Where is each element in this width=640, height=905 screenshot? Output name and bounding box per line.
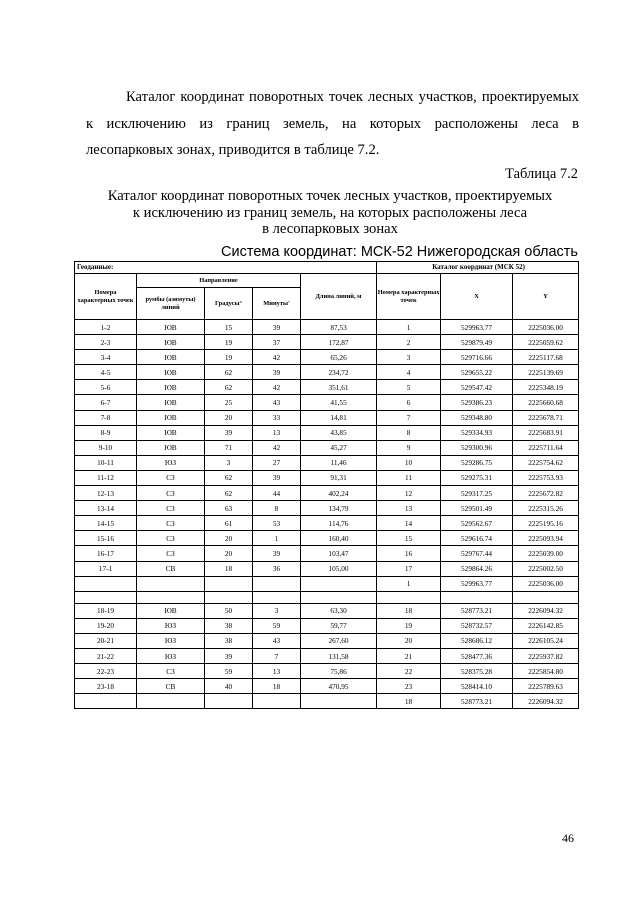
cell-y: 2226094.32 xyxy=(513,603,579,618)
cell-x: 529864.26 xyxy=(441,561,513,576)
cell-point: 6 xyxy=(377,395,441,410)
cell-length: 91,31 xyxy=(301,470,377,485)
table-row xyxy=(75,546,579,561)
cell-minutes: 59 xyxy=(253,618,301,633)
cell-segment: 4-5 xyxy=(75,365,137,380)
cell-y xyxy=(513,591,579,603)
cell-minutes: 39 xyxy=(253,365,301,380)
cell-length: 65,26 xyxy=(301,350,377,365)
cell-y: 2225315.26 xyxy=(513,501,579,516)
cell-x: 529879.49 xyxy=(441,335,513,350)
cell-rumb: СЗ xyxy=(137,516,205,531)
cell-y: 2225678.71 xyxy=(513,410,579,425)
table-row xyxy=(75,380,579,395)
cell-x: 529348.80 xyxy=(441,410,513,425)
header-length: Длина линий, м xyxy=(301,274,377,320)
cell-rumb: ЮВ xyxy=(137,365,205,380)
cell-segment: 15-16 xyxy=(75,531,137,546)
cell-rumb: ЮВ xyxy=(137,410,205,425)
cell-segment: 1-2 xyxy=(75,320,137,335)
cell-minutes: 33 xyxy=(253,410,301,425)
table-body xyxy=(75,320,579,709)
cell-rumb: ЮВ xyxy=(137,603,205,618)
cell-degrees: 59 xyxy=(205,664,253,679)
cell-x: 529767.44 xyxy=(441,546,513,561)
cell-segment: 6-7 xyxy=(75,395,137,410)
table-row xyxy=(75,395,579,410)
cell-length: 351,61 xyxy=(301,380,377,395)
coordinates-table xyxy=(74,261,579,709)
cell-length: 172,87 xyxy=(301,335,377,350)
cell-minutes: 43 xyxy=(253,395,301,410)
cell-x: 529317.25 xyxy=(441,486,513,501)
cell-x: 529963.77 xyxy=(441,320,513,335)
cell-rumb xyxy=(137,591,205,603)
cell-point: 1 xyxy=(377,576,441,591)
cell-point: 16 xyxy=(377,546,441,561)
cell-y: 2226142.85 xyxy=(513,618,579,633)
table-row xyxy=(75,664,579,679)
table-title-line-2: к исключению из границ земель, на которых расположены леса xyxy=(132,204,528,221)
cell-point: 17 xyxy=(377,561,441,576)
cell-length: 114,76 xyxy=(301,516,377,531)
cell-length xyxy=(301,591,377,603)
cell-point: 22 xyxy=(377,664,441,679)
cell-minutes xyxy=(253,694,301,709)
cell-segment: 21-22 xyxy=(75,648,137,663)
cell-minutes: 53 xyxy=(253,516,301,531)
table-row xyxy=(75,365,579,380)
cell-point: 7 xyxy=(377,410,441,425)
cell-minutes: 8 xyxy=(253,501,301,516)
cell-length: 160,40 xyxy=(301,531,377,546)
cell-rumb xyxy=(137,694,205,709)
cell-y: 2225059.62 xyxy=(513,335,579,350)
cell-degrees: 15 xyxy=(205,320,253,335)
cell-degrees: 25 xyxy=(205,395,253,410)
table-row xyxy=(75,350,579,365)
header-direction: Направление xyxy=(137,274,301,288)
header-y: Y xyxy=(513,274,579,320)
table-row xyxy=(75,516,579,531)
cell-degrees: 71 xyxy=(205,440,253,455)
cell-point: 18 xyxy=(377,694,441,709)
cell-degrees: 19 xyxy=(205,335,253,350)
table-row xyxy=(75,648,579,663)
table-row xyxy=(75,501,579,516)
cell-segment: 19-20 xyxy=(75,618,137,633)
cell-degrees: 20 xyxy=(205,410,253,425)
header-x: X xyxy=(441,274,513,320)
cell-y: 2225093.94 xyxy=(513,531,579,546)
cell-x: 529963.77 xyxy=(441,576,513,591)
cell-rumb: СЗ xyxy=(137,501,205,516)
cell-degrees: 62 xyxy=(205,380,253,395)
cell-y: 2225036.00 xyxy=(513,320,579,335)
cell-x: 528773.21 xyxy=(441,603,513,618)
cell-rumb: ЮВ xyxy=(137,320,205,335)
cell-minutes: 42 xyxy=(253,440,301,455)
coordinate-system-label: Система координат: МСК-52 Нижегородская область xyxy=(221,244,578,260)
cell-x: 528732.57 xyxy=(441,618,513,633)
cell-rumb: СВ xyxy=(137,679,205,694)
cell-length: 75,86 xyxy=(301,664,377,679)
cell-point: 14 xyxy=(377,516,441,531)
cell-y: 2225002.50 xyxy=(513,561,579,576)
cell-segment: 7-8 xyxy=(75,410,137,425)
cell-minutes: 39 xyxy=(253,546,301,561)
table-row xyxy=(75,561,579,576)
cell-segment: 3-4 xyxy=(75,350,137,365)
cell-y: 2225753.93 xyxy=(513,470,579,485)
cell-degrees: 50 xyxy=(205,603,253,618)
cell-rumb: ЮВ xyxy=(137,335,205,350)
cell-segment: 13-14 xyxy=(75,501,137,516)
cell-length: 59,77 xyxy=(301,618,377,633)
cell-degrees: 62 xyxy=(205,365,253,380)
cell-segment: 20-21 xyxy=(75,633,137,648)
cell-segment xyxy=(75,694,137,709)
cell-degrees: 40 xyxy=(205,679,253,694)
cell-x: 529386.23 xyxy=(441,395,513,410)
header-degrees: Градусы° xyxy=(205,288,253,320)
table-number: Таблица 7.2 xyxy=(505,166,578,182)
cell-x: 529562.67 xyxy=(441,516,513,531)
table-row xyxy=(75,410,579,425)
cell-length: 11,46 xyxy=(301,455,377,470)
cell-y: 2225348.19 xyxy=(513,380,579,395)
cell-length: 103,47 xyxy=(301,546,377,561)
cell-y: 2225036.00 xyxy=(513,576,579,591)
cell-segment xyxy=(75,591,137,603)
cell-minutes: 7 xyxy=(253,648,301,663)
cell-length xyxy=(301,694,377,709)
table-row xyxy=(75,440,579,455)
table-title xyxy=(80,188,580,238)
cell-x: 528375.28 xyxy=(441,664,513,679)
cell-point: 1 xyxy=(377,320,441,335)
table-row xyxy=(75,694,579,709)
cell-x: 529286.75 xyxy=(441,455,513,470)
cell-x: 529300.96 xyxy=(441,440,513,455)
cell-minutes: 18 xyxy=(253,679,301,694)
cell-point: 23 xyxy=(377,679,441,694)
cell-segment: 18-19 xyxy=(75,603,137,618)
cell-x: 528477.36 xyxy=(441,648,513,663)
cell-rumb: СЗ xyxy=(137,486,205,501)
cell-minutes: 13 xyxy=(253,664,301,679)
cell-rumb: СЗ xyxy=(137,546,205,561)
table-row xyxy=(75,576,579,591)
cell-degrees: 62 xyxy=(205,486,253,501)
cell-degrees xyxy=(205,591,253,603)
cell-rumb: ЮЗ xyxy=(137,618,205,633)
cell-minutes xyxy=(253,591,301,603)
cell-rumb: ЮЗ xyxy=(137,455,205,470)
cell-degrees: 39 xyxy=(205,648,253,663)
cell-point: 11 xyxy=(377,470,441,485)
table-row xyxy=(75,335,579,350)
cell-y: 2225937.82 xyxy=(513,648,579,663)
cell-degrees: 3 xyxy=(205,455,253,470)
table-row xyxy=(75,455,579,470)
cell-minutes: 1 xyxy=(253,531,301,546)
cell-length: 234,72 xyxy=(301,365,377,380)
table-row xyxy=(75,531,579,546)
cell-minutes: 3 xyxy=(253,603,301,618)
cell-y: 2225139.69 xyxy=(513,365,579,380)
cell-minutes: 43 xyxy=(253,633,301,648)
cell-rumb: СЗ xyxy=(137,531,205,546)
intro-paragraph xyxy=(86,84,579,164)
header-rumb: румбы (азимуты) линий xyxy=(137,288,205,320)
table-row xyxy=(75,603,579,618)
cell-segment: 9-10 xyxy=(75,440,137,455)
cell-segment: 23-18 xyxy=(75,679,137,694)
cell-length: 41,55 xyxy=(301,395,377,410)
cell-degrees: 61 xyxy=(205,516,253,531)
cell-rumb: ЮЗ xyxy=(137,648,205,663)
cell-x: 529334.93 xyxy=(441,425,513,440)
cell-segment: 22-23 xyxy=(75,664,137,679)
cell-minutes: 13 xyxy=(253,425,301,440)
cell-degrees: 39 xyxy=(205,425,253,440)
cell-x: 529616.74 xyxy=(441,531,513,546)
cell-y: 2225117.68 xyxy=(513,350,579,365)
cell-y: 2225660.68 xyxy=(513,395,579,410)
cell-x xyxy=(441,591,513,603)
cell-segment: 10-11 xyxy=(75,455,137,470)
cell-degrees: 19 xyxy=(205,350,253,365)
cell-x: 529547.42 xyxy=(441,380,513,395)
cell-minutes: 44 xyxy=(253,486,301,501)
cell-y: 2225854.80 xyxy=(513,664,579,679)
cell-degrees: 38 xyxy=(205,618,253,633)
cell-segment: 17-1 xyxy=(75,561,137,576)
cell-minutes: 27 xyxy=(253,455,301,470)
cell-segment: 16-17 xyxy=(75,546,137,561)
cell-point: 8 xyxy=(377,425,441,440)
cell-length: 134,79 xyxy=(301,501,377,516)
cell-segment: 11-12 xyxy=(75,470,137,485)
table-row xyxy=(75,591,579,603)
cell-y: 2225711.64 xyxy=(513,440,579,455)
cell-minutes: 42 xyxy=(253,380,301,395)
intro-paragraph-text: Каталог координат поворотных точек лесных участков, проектируемых к исключению из границ земель, на которых расположены леса в лесопарковых зонах, приводится в таблице 7.2. xyxy=(86,89,579,158)
table-title-line-3: в лесопарковых зонах xyxy=(262,221,398,237)
cell-point: 2 xyxy=(377,335,441,350)
cell-segment: 14-15 xyxy=(75,516,137,531)
cell-degrees: 20 xyxy=(205,546,253,561)
cell-degrees xyxy=(205,694,253,709)
cell-x: 529275.31 xyxy=(441,470,513,485)
cell-rumb: ЮЗ xyxy=(137,633,205,648)
cell-minutes: 37 xyxy=(253,335,301,350)
cell-point: 9 xyxy=(377,440,441,455)
cell-length xyxy=(301,576,377,591)
header-point-no: Номера характерных точек xyxy=(377,274,441,320)
cell-point: 4 xyxy=(377,365,441,380)
cell-rumb: СЗ xyxy=(137,470,205,485)
cell-rumb: ЮВ xyxy=(137,440,205,455)
cell-segment: 8-9 xyxy=(75,425,137,440)
cell-length: 470,95 xyxy=(301,679,377,694)
cell-point: 3 xyxy=(377,350,441,365)
cell-point: 21 xyxy=(377,648,441,663)
cell-y: 2225195.16 xyxy=(513,516,579,531)
cell-degrees: 20 xyxy=(205,531,253,546)
cell-rumb: ЮВ xyxy=(137,350,205,365)
cell-degrees: 38 xyxy=(205,633,253,648)
table-row xyxy=(75,618,579,633)
cell-degrees: 63 xyxy=(205,501,253,516)
cell-length: 267,60 xyxy=(301,633,377,648)
cell-point: 18 xyxy=(377,603,441,618)
cell-minutes: 39 xyxy=(253,470,301,485)
cell-rumb: СВ xyxy=(137,561,205,576)
cell-rumb: ЮВ xyxy=(137,425,205,440)
cell-y: 2225754.62 xyxy=(513,455,579,470)
cell-point: 5 xyxy=(377,380,441,395)
cell-point xyxy=(377,591,441,603)
cell-x: 529501.49 xyxy=(441,501,513,516)
cell-x: 529716.66 xyxy=(441,350,513,365)
cell-length: 87,53 xyxy=(301,320,377,335)
cell-minutes: 42 xyxy=(253,350,301,365)
cell-length: 45,27 xyxy=(301,440,377,455)
cell-x: 528686.12 xyxy=(441,633,513,648)
cell-point: 12 xyxy=(377,486,441,501)
cell-length: 63,30 xyxy=(301,603,377,618)
table-row xyxy=(75,320,579,335)
cell-y: 2226105.24 xyxy=(513,633,579,648)
cell-y: 2226094.32 xyxy=(513,694,579,709)
cell-rumb xyxy=(137,576,205,591)
cell-y: 2225039.00 xyxy=(513,546,579,561)
cell-rumb: ЮВ xyxy=(137,395,205,410)
table-row xyxy=(75,633,579,648)
cell-minutes: 36 xyxy=(253,561,301,576)
cell-point: 13 xyxy=(377,501,441,516)
cell-degrees xyxy=(205,576,253,591)
cell-y: 2225672.82 xyxy=(513,486,579,501)
cell-point: 19 xyxy=(377,618,441,633)
cell-y: 2225683.91 xyxy=(513,425,579,440)
cell-rumb: СЗ xyxy=(137,664,205,679)
catalog-group-header: Каталог координат (МСК 52) xyxy=(377,262,579,274)
cell-point: 10 xyxy=(377,455,441,470)
cell-length: 105,00 xyxy=(301,561,377,576)
table-title-line-1: Каталог координат поворотных точек лесных участков, проектируемых xyxy=(107,188,553,204)
cell-degrees: 18 xyxy=(205,561,253,576)
page-number: 46 xyxy=(562,831,574,845)
table-row xyxy=(75,470,579,485)
cell-length: 43,85 xyxy=(301,425,377,440)
cell-y: 2225789.63 xyxy=(513,679,579,694)
cell-segment: 12-13 xyxy=(75,486,137,501)
header-points: Номера характерных точек xyxy=(75,274,137,320)
cell-x: 528773.21 xyxy=(441,694,513,709)
geodata-group-header: Геоданные: xyxy=(75,262,377,274)
table-row xyxy=(75,425,579,440)
cell-length: 402,24 xyxy=(301,486,377,501)
cell-minutes xyxy=(253,576,301,591)
cell-length: 131,58 xyxy=(301,648,377,663)
cell-degrees: 62 xyxy=(205,470,253,485)
cell-segment: 5-6 xyxy=(75,380,137,395)
cell-segment xyxy=(75,576,137,591)
cell-x: 528414.10 xyxy=(441,679,513,694)
cell-segment: 2-3 xyxy=(75,335,137,350)
cell-minutes: 39 xyxy=(253,320,301,335)
cell-point: 15 xyxy=(377,531,441,546)
cell-point: 20 xyxy=(377,633,441,648)
cell-x: 529655.22 xyxy=(441,365,513,380)
cell-length: 14,81 xyxy=(301,410,377,425)
header-minutes: Минуты' xyxy=(253,288,301,320)
table-row xyxy=(75,486,579,501)
cell-rumb: ЮВ xyxy=(137,380,205,395)
table-row xyxy=(75,679,579,694)
